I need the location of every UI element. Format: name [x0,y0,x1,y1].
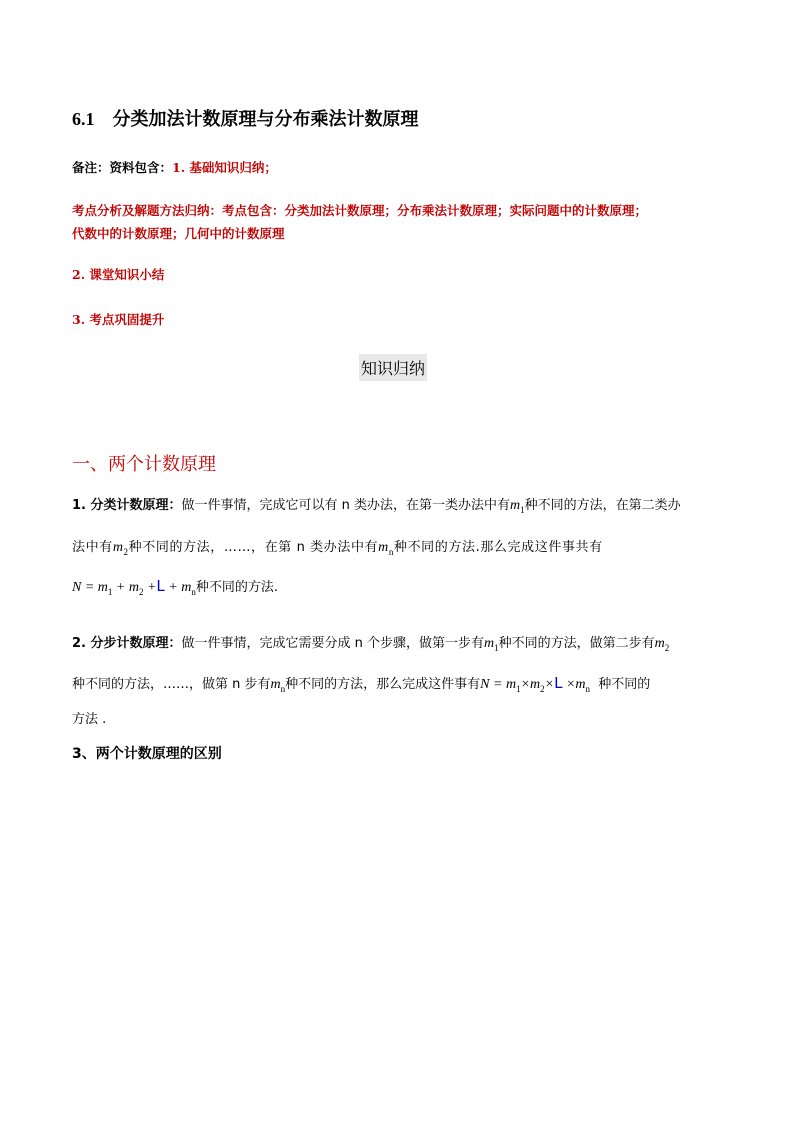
principle-2-text-e: 种不同的 [598,677,651,692]
formula-mn: $m_n$ [378,540,394,557]
notes-detail-line-2: 代数中的计数原理；几何中的计数原理 [72,226,285,241]
formula-product: $N = m_1\times m_2\times L \times m_n$ [480,674,590,694]
notes-item-2: 2. 课堂知识小结 [72,267,165,282]
principle-1-text-e: 种不同的方法.那么完成这件事共有 [393,540,603,555]
formula-m2-b: $m_2$ [654,636,670,653]
principle-2-line-2 [72,673,650,694]
title-text: 分类加法计数原理与分布乘法计数原理 [112,109,419,130]
notes-item-1: 1. 基础知识归纳； [172,160,277,175]
notes-prefix: 备注：资料包含： [72,160,173,175]
principle-1-text-c: 法中有 [72,540,113,555]
principle-1-line-3 [72,576,278,597]
principle-1-text-a: 做一件事情，完成它可以有 n 类办法，在第一类办法中有 [181,498,511,513]
principle-2-line-3: 方法 . [72,712,107,727]
formula-m1-b: $m_1$ [484,636,499,653]
subheading-difference: 3、两个计数原理的区别 [72,746,222,762]
page-title [72,105,419,131]
formula-sum: $N = m_1 + m_2 +L + m_n$ [72,577,196,597]
principle-2-text-b: 种不同的方法，做第二步有 [498,636,655,651]
notes-item-3: 3. 考点巩固提升 [72,312,165,327]
notes-detail-line-1: 考点分析及解题方法归纳：考点包含：分类加法计数原理；分布乘法计数原理；实际问题中的计数原理； [72,203,648,218]
principle-1-text-b: 种不同的方法，在第二类办 [524,498,681,513]
knowledge-heading: 知识归纳 [359,354,427,381]
formula-mn-b: $m_n$ [270,677,286,694]
principle-2-label: 2. 分步计数原理： [72,636,182,651]
principle-2-text-d: 种不同的方法，那么完成这件事有 [285,677,481,692]
section-number: 6.1 [72,109,95,129]
principle-1-text-f: 种不同的方法. [195,580,278,595]
notes-line-1 [72,158,277,176]
principle-1-text-d: 种不同的方法，……，在第 n 类办法中有 [128,540,379,555]
principle-1-label: 1. 分类计数原理： [72,498,182,513]
formula-m2: $m_2$ [112,540,129,557]
section-heading: 一、两个计数原理 [72,454,216,475]
principle-1-line-1 [72,494,681,515]
principle-1-line-2 [72,536,603,557]
principle-2-text-a: 做一件事情，完成它需要分成 n 个步骤，做第一步有 [181,636,485,651]
formula-m1: $m_1$ [510,498,525,515]
principle-2-line-1 [72,632,669,653]
principle-2-text-c: 种不同的方法，……，做第 n 步有 [72,677,271,692]
